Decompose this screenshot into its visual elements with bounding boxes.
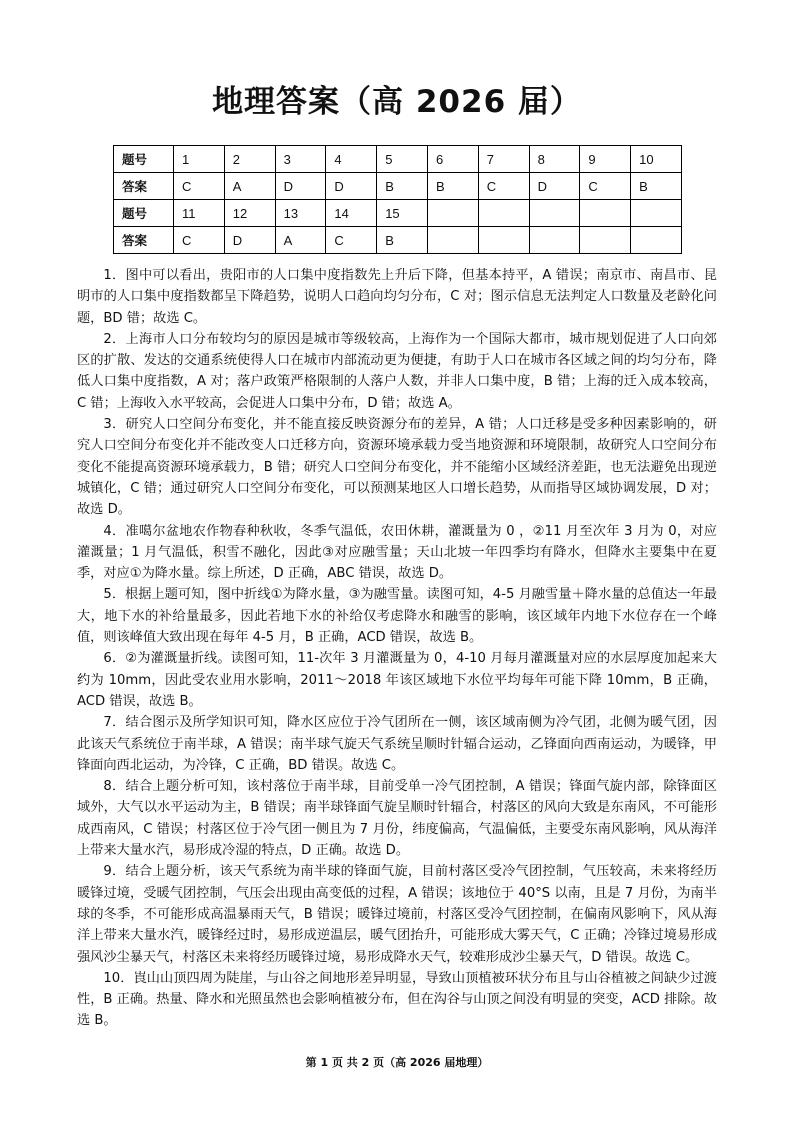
table-cell: D xyxy=(529,173,580,200)
table-header-cell: 答案 xyxy=(114,227,174,254)
table-cell xyxy=(529,227,580,254)
table-cell: B xyxy=(377,227,428,254)
table-header-cell: 题号 xyxy=(114,200,174,227)
table-cell: 15 xyxy=(377,200,428,227)
table-cell: 1 xyxy=(174,146,225,173)
table-row xyxy=(114,173,682,200)
explanation-2: 2．上海市人口分布较均匀的原因是城市等级较高，上海作为一个国际大都市，城市规划促进了人口向郊区的扩散、发达的交通系统使得人口在城市内部流动更为便捷，有助于人口在城市各区域之间的均匀分布，降低人口集中度指数，A 对；落户政策严格限制的人落户人数，并非人口集中度，B 错；上海的迁入成本较高，C 错；上海收入水平较高，会促进人口集中分布，D 错；故选 A。 xyxy=(77,331,717,411)
table-cell: A xyxy=(275,227,326,254)
table-cell xyxy=(580,227,631,254)
explanation-3: 3．研究人口空间分布变化，并不能直接反映资源分布的差异，A 错；人口迁移是受多种因素影响的，研究人口空间分布变化并不能改变人口迁移方向，资源环境承载力受当地资源和环境限制，故研究人口空间分布变化不能提高资源环境承载力，B 错；研究人口空间分布变化，并不能缩小区域经济差距，也无法避免出现逆城镇化，C 错；通过研究人口空间分布变化，可以预测某地区人口增长趋势，从而指导区域协调发展，D 对；故选 D。 xyxy=(77,417,717,518)
table-cell: 12 xyxy=(224,200,275,227)
table-cell: C xyxy=(478,173,529,200)
table-cell: C xyxy=(174,173,225,200)
explanation-1: 1．图中可以看出，贵阳市的人口集中度指数先上升后下降，但基本持平，A 错误；南京市、南昌市、昆明市的人口集中度指数都呈下降趋势，说明人口趋向均匀分布，C 对；图示信息无法判定人口数量及老龄化问题，BD 错；故选 C。 xyxy=(77,268,717,326)
explanation-9: 9．结合上题分析，该天气系统为南半球的锋面气旋，目前村落区受冷气团控制，气压较高，未来将经历暖锋过境，受暖气团控制，气压会出现由高变低的过程，A 错误；该地位于 40°S 以南，且是 7 月份，为南半球的冬季，不可能形成高温暴雨天气，B 错误；暖锋过境前，村落区受冷气团控制，在偏南风影响下，风从海洋上带来大量水汽，暖锋经过时，易形成逆温层，暖气团抬升，可能形成大雾天气，C 正确；冷锋过境易形成强风沙尘暴天气，村落区未来将经历暖锋过境，易形成降水天气，较难形成沙尘暴天气，D 错误。故选 C。 xyxy=(77,864,717,965)
table-cell xyxy=(478,227,529,254)
table-cell: B xyxy=(377,173,428,200)
table-row xyxy=(114,227,682,254)
explanation-10: 10．崀山山顶四周为陡崖，与山谷之间地形差异明显，导致山顶植被环状分布且与山谷植被之间缺少过渡性，B 正确。热量、降水和光照虽然也会影响植被分布，但在沟谷与山顶之间没有明显的突变，ACD 排除。故选 B。 xyxy=(77,970,717,1029)
table-cell: 10 xyxy=(631,146,682,173)
explanation-4: 4．准噶尔盆地农作物春种秋收，冬季气温低，农田休耕，灌溉量为 0 ，②11 月至次年 3 月为 0，对应灌溉量；1 月气温低，积雪不融化，因此③对应融雪量；天山北坡一年四季均有降水，但降水主要集中在夏季，对应①为降水量。综上所述，D 正确，ABC 错误，故选 D。 xyxy=(77,523,717,582)
explanation-5: 5．根据上题可知，图中折线①为降水量，③为融雪量。读图可知，4-5 月融雪量＋降水量的总值达一年最大，地下水的补给量最多，因此若地下水的补给仅考虑降水和融雪的影响，该区域年内地下水位存在一个峰值，则该峰值大致出现在每年 4-5 月，B 正确，ACD 错误，故选 B。 xyxy=(77,587,717,646)
table-cell: 9 xyxy=(580,146,631,173)
explanation-6: 6．②为灌溉量折线。读图可知，11-次年 3 月灌溉量为 0，4-10 月每月灌溉量对应的水层厚度加起来大约为 10mm，因此受农业用水影响，2011～2018 年该区域地下水位平均每年可能下降 10mm，B 正确，ACD 错误，故选 B。 xyxy=(77,651,717,709)
table-cell xyxy=(529,200,580,227)
table-cell: 7 xyxy=(478,146,529,173)
table-row xyxy=(114,146,682,173)
page-title: 地理答案（高 2026 届） xyxy=(212,84,582,120)
table-row xyxy=(114,200,682,227)
table-header-cell: 题号 xyxy=(114,146,174,173)
table-cell: 13 xyxy=(275,200,326,227)
table-cell xyxy=(427,227,478,254)
table-cell: 14 xyxy=(326,200,377,227)
table-cell: C xyxy=(580,173,631,200)
table-cell: 4 xyxy=(326,146,377,173)
table-cell: B xyxy=(631,173,682,200)
table-cell: C xyxy=(326,227,377,254)
table-cell xyxy=(631,227,682,254)
explanation-8: 8．结合上题分析可知，该村落位于南半球，目前受单一冷气团控制，A 错误；锋面气旋内部，除锋面区域外，大气以水平运动为主，B 错误；南半球锋面气旋呈顺时针辐合，村落区的风向大致是东南风，不可能形成西南风，C 错误；村落区位于冷气团一侧且为 7 月份，纬度偏高，气温偏低，主要受东南风影响，风从海洋上带来大量水汽，易形成冷湿的特点，D 正确。故选 D。 xyxy=(77,779,717,859)
table-cell: D xyxy=(275,173,326,200)
table-cell: A xyxy=(224,173,275,200)
table-cell: B xyxy=(427,173,478,200)
table-cell xyxy=(427,200,478,227)
table-cell: 11 xyxy=(174,200,225,227)
table-cell: 8 xyxy=(529,146,580,173)
table-cell xyxy=(631,200,682,227)
table-cell: 6 xyxy=(427,146,478,173)
explanation-7: 7．结合图示及所学知识可知，降水区应位于冷气团所在一侧，该区域南侧为冷气团，北侧为暖气团，因此该天气系统位于南半球，A 错误；南半球气旋天气系统呈顺时针辐合运动，乙锋面向西南运动，为暖锋，甲锋面向西北运动，为冷锋，C 正确，BD 错误。故选 C。 xyxy=(77,715,717,773)
table-header-cell: 答案 xyxy=(114,173,174,200)
table-cell: D xyxy=(224,227,275,254)
answer-table xyxy=(113,145,682,254)
explanations xyxy=(77,265,717,1032)
table-cell xyxy=(478,200,529,227)
table-cell: D xyxy=(326,173,377,200)
table-cell: 3 xyxy=(275,146,326,173)
table-cell: C xyxy=(174,227,225,254)
table-cell: 2 xyxy=(224,146,275,173)
table-cell: 5 xyxy=(377,146,428,173)
page-footer: 第 1 页 共 2 页（高 2026 届地理） xyxy=(305,1056,489,1069)
table-cell xyxy=(580,200,631,227)
